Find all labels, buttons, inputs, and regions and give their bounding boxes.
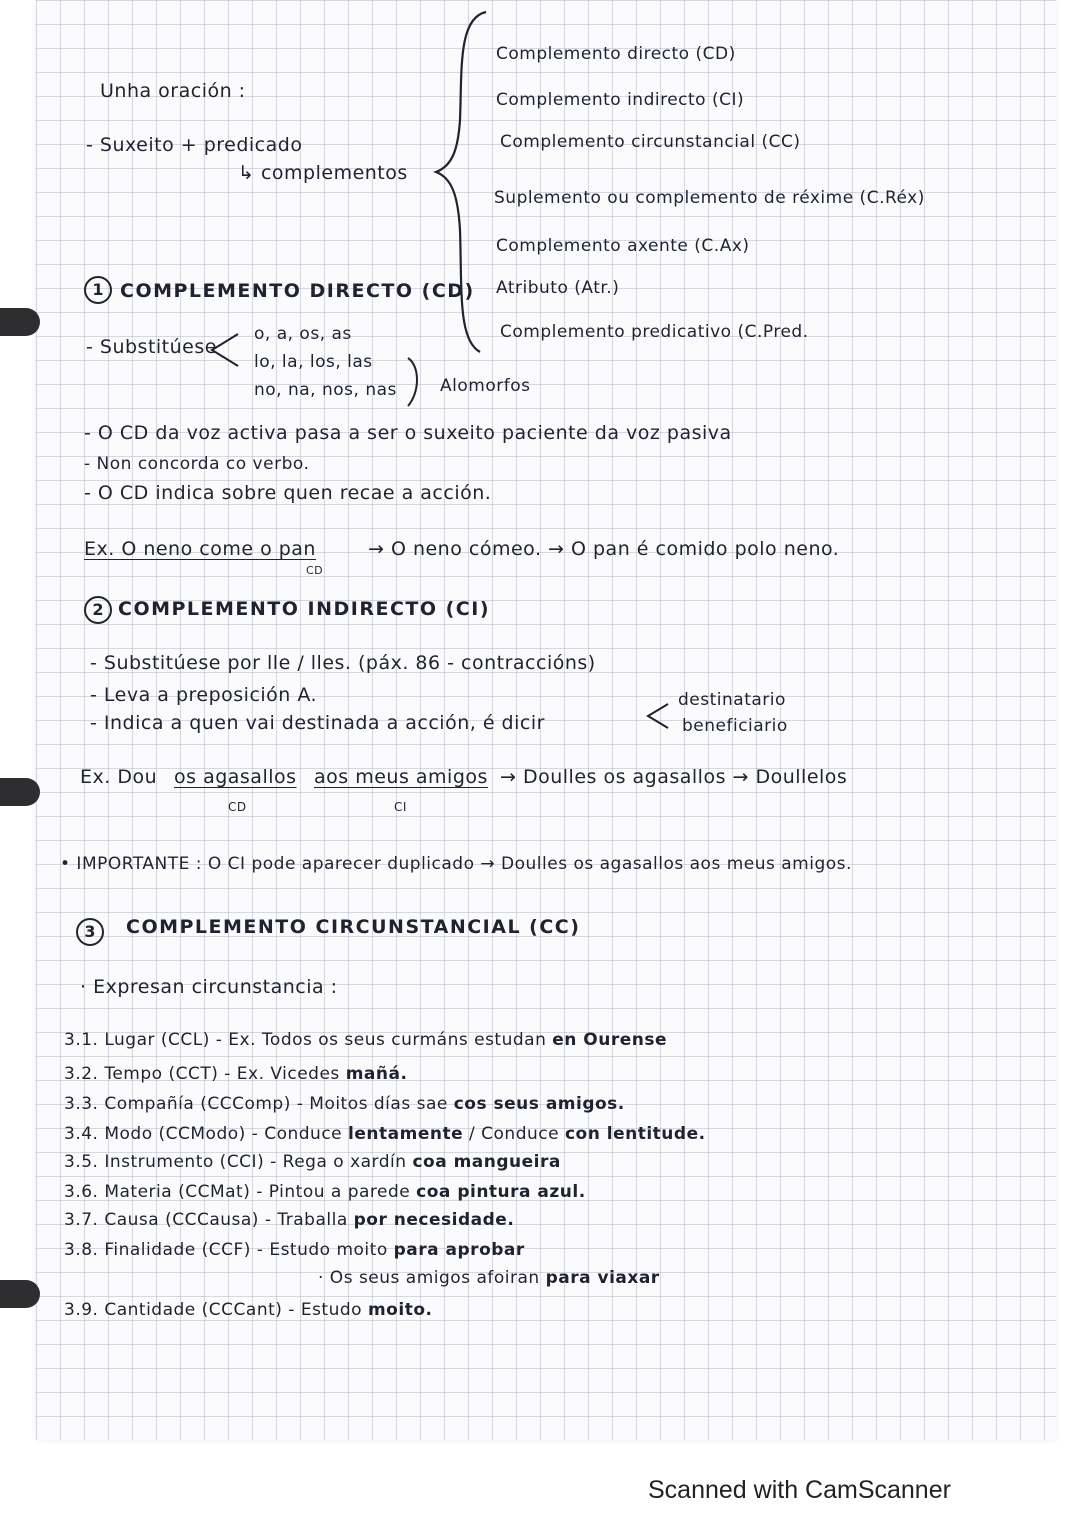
section-number-badge: 3 — [76, 918, 104, 946]
section-number-badge: 1 — [84, 276, 112, 304]
cc-item: 3.7. Causa (CCCausa) - Traballa por necesidade. — [64, 1210, 515, 1230]
camscanner-watermark: Scanned with CamScanner — [648, 1476, 951, 1504]
ci-example-rest: → Doulles os agasallos → Doullelos — [500, 766, 848, 788]
cc-item: 3.1. Lugar (CCL) - Ex. Todos os seus curmáns estudan en Ourense — [64, 1030, 668, 1050]
cd-substituese: - Substitúese — [86, 336, 217, 358]
list-item-cc: Complemento circunstancial (CC) — [500, 132, 801, 152]
section-title-cd: COMPLEMENTO DIRECTO (CD) — [120, 280, 475, 302]
cd-example: Ex. O neno come o pan — [84, 538, 316, 560]
cc-item: 3.8. Finalidade (CCF) - Estudo moito para aprobar — [64, 1240, 525, 1260]
complementos-label: ↳ complementos — [238, 162, 408, 184]
oracion-heading: Unha oración : — [100, 80, 246, 102]
ci-branch-destinatario: destinatario — [678, 690, 786, 710]
ci-branch-beneficiario: beneficiario — [682, 716, 788, 736]
list-item-cd: Complemento directo (CD) — [496, 44, 736, 64]
cc-intro: · Expresan circunstancia : — [80, 976, 338, 998]
cc-item: 3.9. Cantidade (CCCant) - Estudo moito. — [64, 1300, 433, 1320]
ci-note-2: - Leva a preposición A. — [90, 684, 318, 706]
ci-label-ci: CI — [394, 800, 407, 814]
cd-example-label: CD — [306, 564, 324, 577]
list-item-ci: Complemento indirecto (CI) — [496, 90, 745, 110]
list-item-atr: Atributo (Atr.) — [496, 278, 620, 298]
ci-note-3: - Indica a quen vai destinada a acción, é dicir — [90, 712, 545, 734]
section-title-cc: COMPLEMENTO CIRCUNSTANCIAL (CC) — [126, 916, 581, 938]
ci-example-ci: aos meus amigos — [314, 766, 488, 788]
cc-item: 3.3. Compañía (CCComp) - Moitos días sae cos seus amigos. — [64, 1094, 625, 1114]
ci-note-1: - Substitúese por lle / lles. (páx. 86 - contraccións) — [90, 652, 596, 674]
cd-form-3: no, na, nos, nas — [254, 380, 397, 400]
cd-form-2: lo, la, los, las — [254, 352, 373, 372]
list-item-cax: Complemento axente (C.Ax) — [496, 236, 750, 256]
cc-item: · Os seus amigos afoiran para viaxar — [318, 1268, 660, 1288]
cd-alomorfos: Alomorfos — [440, 376, 531, 396]
list-item-crex: Suplemento ou complemento de réxime (C.Réx) — [494, 188, 925, 208]
cc-item: 3.6. Materia (CCMat) - Pintou a parede coa pintura azul. — [64, 1182, 586, 1202]
cd-form-1: o, a, os, as — [254, 324, 352, 344]
suxeito-predicado: - Suxeito + predicado — [86, 134, 303, 156]
list-item-cpred: Complemento predicativo (C.Pred. — [500, 322, 809, 342]
ci-label-cd: CD — [228, 800, 247, 814]
section-title-ci: COMPLEMENTO INDIRECTO (CI) — [118, 598, 491, 620]
cc-item: 3.4. Modo (CCModo) - Conduce lentamente / Conduce con lentitude. — [64, 1124, 706, 1144]
cc-item: 3.2. Tempo (CCT) - Ex. Vicedes mañá. — [64, 1064, 408, 1084]
ci-example-pre: Ex. Dou — [80, 766, 158, 788]
ci-example-cd: os agasallos — [174, 766, 297, 788]
cc-item: 3.5. Instrumento (CCI) - Rega o xardín coa mangueira — [64, 1152, 561, 1172]
cd-example-rest: → O neno cómeo. → O pan é comido polo neno. — [368, 538, 840, 560]
section-number-badge: 2 — [84, 596, 112, 624]
cd-note-3: - O CD indica sobre quen recae a acción. — [84, 482, 492, 504]
ci-important: • IMPORTANTE : O CI pode aparecer duplicado → Doulles os agasallos aos meus amigos. — [60, 854, 852, 874]
cd-note-2: - Non concorda co verbo. — [84, 454, 310, 474]
cd-note-1: - O CD da voz activa pasa a ser o suxeito paciente da voz pasiva — [84, 422, 732, 444]
